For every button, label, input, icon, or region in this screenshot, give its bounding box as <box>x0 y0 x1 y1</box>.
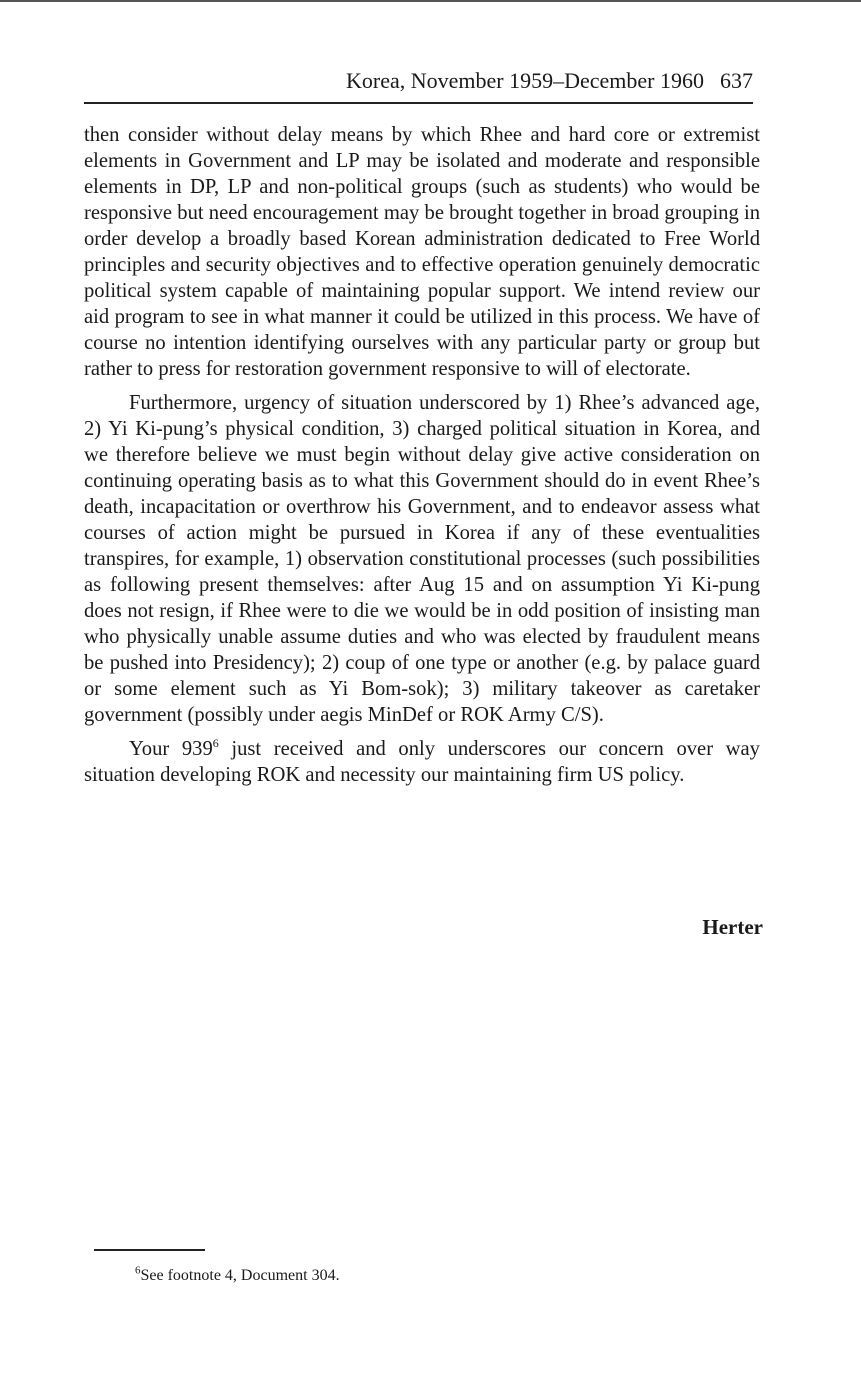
footnote <box>135 1265 340 1287</box>
footnote-reference: 6 <box>212 736 219 751</box>
paragraph-2: Furthermore, urgency of situation underscored by 1) Rhee’s advanced age, 2) Yi Ki-pung’s physical condition, 3) charged political situation in Korea, and we therefore believe we must begin without delay give active consideration on continuing operating basis as to what this Government should do in event Rhee’s death, incapacitation or overthrow his Government, and to endeavor assess what courses of action might be pursued in Korea if any of these eventualities transpires, for example, 1) observation constitutional processes (such possibilities as following present themselves: after Aug 15 and on assumption Yi Ki-pung does not resign, if Rhee were to die we would be in odd position of insisting man who physically unable assume duties and who was elected by fraudulent means be pushed into Presidency); 2) coup of one type or another (e.g. by palace guard or some element such as Yi Bom-sok); 3) military takeover as caretaker government (possibly under aegis MinDef or ROK Army C/S). <box>84 392 760 726</box>
footnote-text: See footnote 4, Document 304. <box>140 1267 340 1284</box>
footnote-marker: 6 <box>135 1264 141 1277</box>
body-text <box>84 122 760 796</box>
page-number: 637 <box>720 68 753 93</box>
running-header <box>84 66 753 104</box>
signature: Herter <box>702 915 763 939</box>
paragraph-3-end: just received and only underscores our concern over way situation developing ROK and necessity our maintaining firm US policy. <box>84 738 760 786</box>
paragraph-3-start: Your 939 <box>129 738 213 760</box>
paragraph-1: then consider without delay means by which Rhee and hard core or extremist elements in Government and LP may be isolated and moderate and responsible elements in DP, LP and non-political groups (such as students) who would be responsive but need encouragement may be brought together in broad grouping in order develop a broadly based Korean administration dedicated to Free World principles and security objectives and to effective operation genuinely democratic political system capable of maintaining popular support. We intend review our aid program to see in what manner it could be utilized in this process. We have of course no intention identifying ourselves with any particular party or group but rather to press for restoration government responsive to will of electorate. <box>84 124 760 380</box>
header-title: Korea, November 1959–December 1960 <box>346 68 704 93</box>
page-top-edge <box>0 0 861 2</box>
paragraph-3 <box>84 736 760 788</box>
footnote-divider <box>94 1249 205 1251</box>
